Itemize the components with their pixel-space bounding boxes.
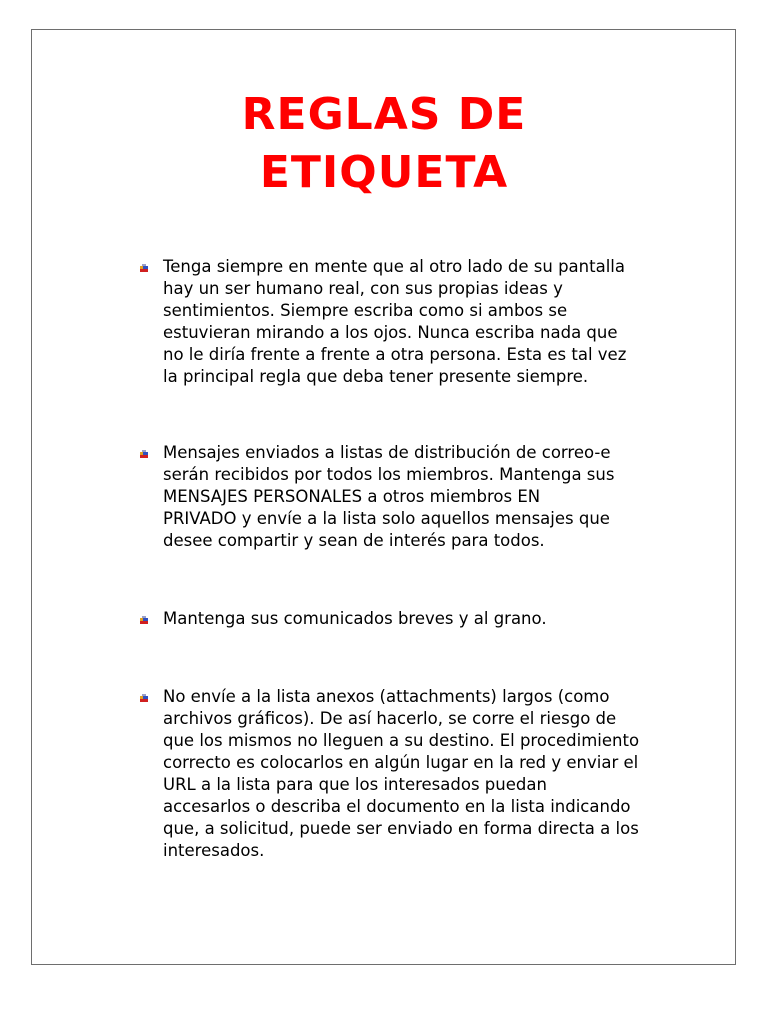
document-title	[0, 86, 768, 202]
rule-text: Mantenga sus comunicados breves y al grano.	[163, 609, 547, 628]
title-line-1: REGLAS DE	[241, 89, 527, 140]
rule-text: Mensajes enviados a listas de distribución de correo-e serán recibidos por todos los miembros. Mantenga sus MENSAJES PERSONALES a otros miembros EN PRIVADO y envíe a la lista solo aquellos mensajes que desee compartir y sean de interés para todos.	[163, 443, 615, 550]
bullet-icon	[140, 694, 148, 702]
rule-text: No envíe a la lista anexos (attachments) largos (como archivos gráficos). De así hacerlo, se corre el riesgo de que los mismos no lleguen a su destino. El procedimiento correcto es colocarlos en algún lugar en la red y enviar el URL a la lista para que los interesados puedan accesarlos o describa el documento en la lista indicando que, a solicitud, puede ser enviado en forma directa a los interesados.	[163, 687, 640, 860]
bullet-icon	[140, 264, 148, 272]
rule-text: Tenga siempre en mente que al otro lado de su pantalla hay un ser humano real, con sus propias ideas y sentimientos. Siempre escriba como si ambos se estuvieran mirando a los ojos. Nunca escriba nada que no le diría frente a frente a otra persona. Esta es tal vez la principal regla que deba tener presente siempre.	[163, 257, 627, 386]
title-line-2: ETIQUETA	[259, 147, 509, 198]
bullet-icon	[140, 450, 148, 458]
bullet-icon	[140, 616, 148, 624]
